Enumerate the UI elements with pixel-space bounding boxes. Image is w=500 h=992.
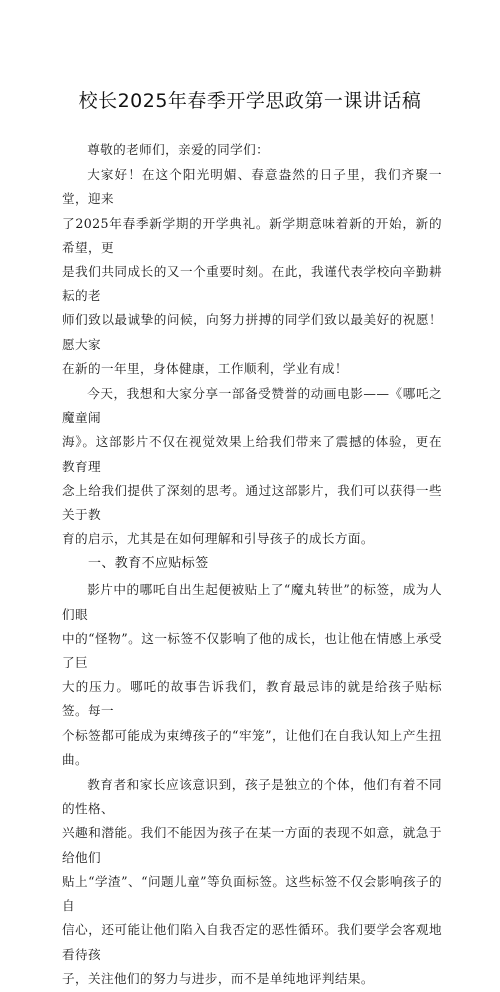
document-body bbox=[62, 138, 442, 992]
paragraph-film-intro: 今天，我想和大家分享一部备受赞誉的动画电影——《哪吒之魔童闹 海》。这部影片不仅在视觉效果上给我们带来了震撼的体验，更在教育理 念上给我们提供了深刻的思考。通过这部影片，我们可以获得一些关于教 育的启示，尤其是在如何理解和引导孩子的成长方面。 bbox=[62, 386, 442, 547]
paragraph-greeting: 大家好！在这个阳光明媚、春意盎然的日子里，我们齐聚一堂，迎来 了2025年春季新学期的开学典礼。新学期意味着新的开始，新的希望，更 是我们共同成长的又一个重要时刻。在此，我谨代表学校向辛勤耕耘的老 师们致以最诚挚的问候，向努力拼搏的同学们致以最美好的祝愿！愿大家 在新的一年里，身体健康，工作顺利，学业有成！ bbox=[62, 167, 442, 376]
section-heading: 一、教育不应贴标签 bbox=[88, 556, 209, 572]
document-title: 校长2025年春季开学思政第一课讲话稿 bbox=[78, 90, 422, 112]
paragraph-label-story: 影片中的哪吒自出生起便被贴上了“魔丸转世”的标签，成为人们眼 中的“怪物”。这一标签不仅影响了他的成长，也让他在情感上承受了巨 大的压力。哪吒的故事告诉我们，教育最忌讳的就是给孩子贴标签。每一 个标签都可能成为束缚孩子的“牢笼”，让他们在自我认知上产生扭曲。 bbox=[62, 582, 442, 767]
paragraph-educator-advice: 教育者和家长应该意识到，孩子是独立的个体，他们有着不同的性格、 兴趣和潜能。我们不能因为孩子在某一方面的表现不如意，就急于给他们 贴上“学渣”、“问题儿童”等负面标签。这些标签不仅会影响孩子的自 信心，还可能让他们陷入自我否定的恶性循环。我们要学会客观地看待孩 子，关注他们的努力与进步，而不是单纯地评判结果。 bbox=[62, 777, 442, 986]
salutation: 尊敬的老师们，亲爱的同学们： bbox=[87, 142, 270, 157]
